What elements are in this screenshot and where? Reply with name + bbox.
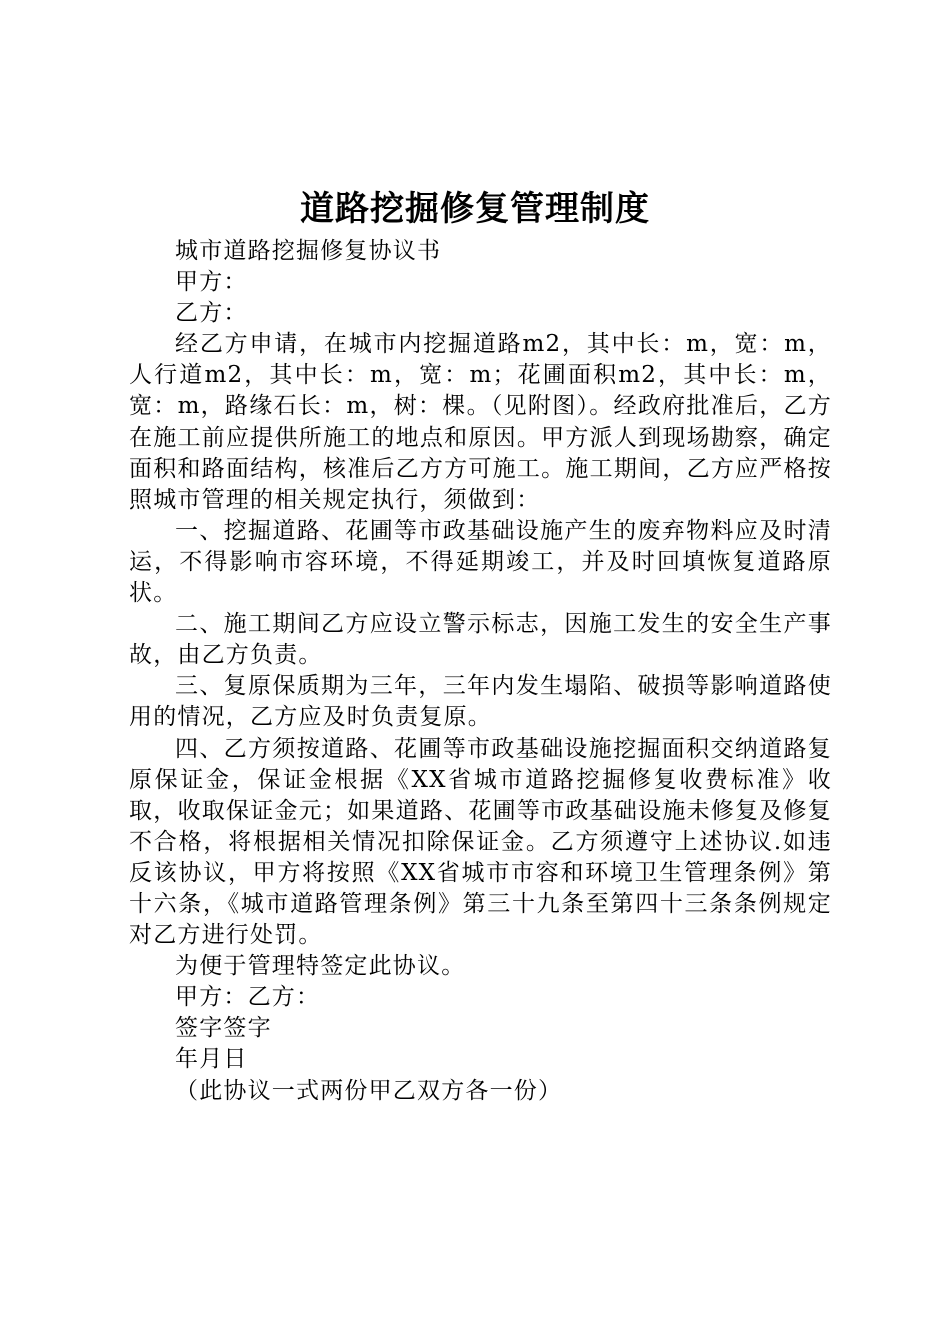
date-line: 年月日 (175, 1046, 248, 1073)
application-paragraph: 经乙方申请，在城市内挖掘道路m2，其中长：m，宽：m，人行道m2，其中长：m，宽：m；花圃面积m2，其中长：m，宽：m，路缘石长：m，树：棵。（见附图）。经政府批准后，乙方在施工前应提供所施工的地点和原因。甲方派人到现场勘察，确定面积和路面结构，核准后乙方方可施工。施工期间，乙方应严格按照城市管理的相关规定执行，须做到： (129, 331, 832, 513)
document-title: 道路挖掘修复管理制度 (300, 189, 650, 229)
clause-2: 二、施工期间乙方应设立警示标志，因施工发生的安全生产事故，由乙方负责。 (129, 611, 832, 669)
closing-statement: 为便于管理特签定此协议。 (175, 953, 466, 980)
document-body (129, 236, 832, 1107)
clause-3: 三、复原保质期为三年，三年内发生塌陷、破损等影响道路使用的情况，乙方应及时负责复原。 (129, 673, 832, 731)
signature-line: 签字签字 (175, 1015, 272, 1042)
parties-signature-line: 甲方：乙方： (175, 984, 321, 1011)
party-b-line: 乙方： (175, 300, 248, 327)
copies-note: （此协议一式两份甲乙双方各一份） (175, 1077, 563, 1104)
agreement-heading: 城市道路挖掘修复协议书 (175, 238, 442, 264)
party-a-line: 甲方： (175, 269, 248, 296)
clause-1: 一、挖掘道路、花圃等市政基础设施产生的废弃物料应及时清运，不得影响市容环境，不得延期竣工，并及时回填恢复道路原状。 (129, 517, 832, 607)
clause-4: 四、乙方须按道路、花圃等市政基础设施挖掘面积交纳道路复原保证金，保证金根据《XX省城市道路挖掘修复收费标准》收取，收取保证金元；如果道路、花圃等市政基础设施未修复及修复不合格，将根据相关情况扣除保证金。乙方须遵守上述协议.如违反该协议，甲方将按照《XX省城市市容和环境卫生管理条例》第十六条，《城市道路管理条例》第三十九条至第四十三条条例规定对乙方进行处罚。 (129, 735, 832, 949)
